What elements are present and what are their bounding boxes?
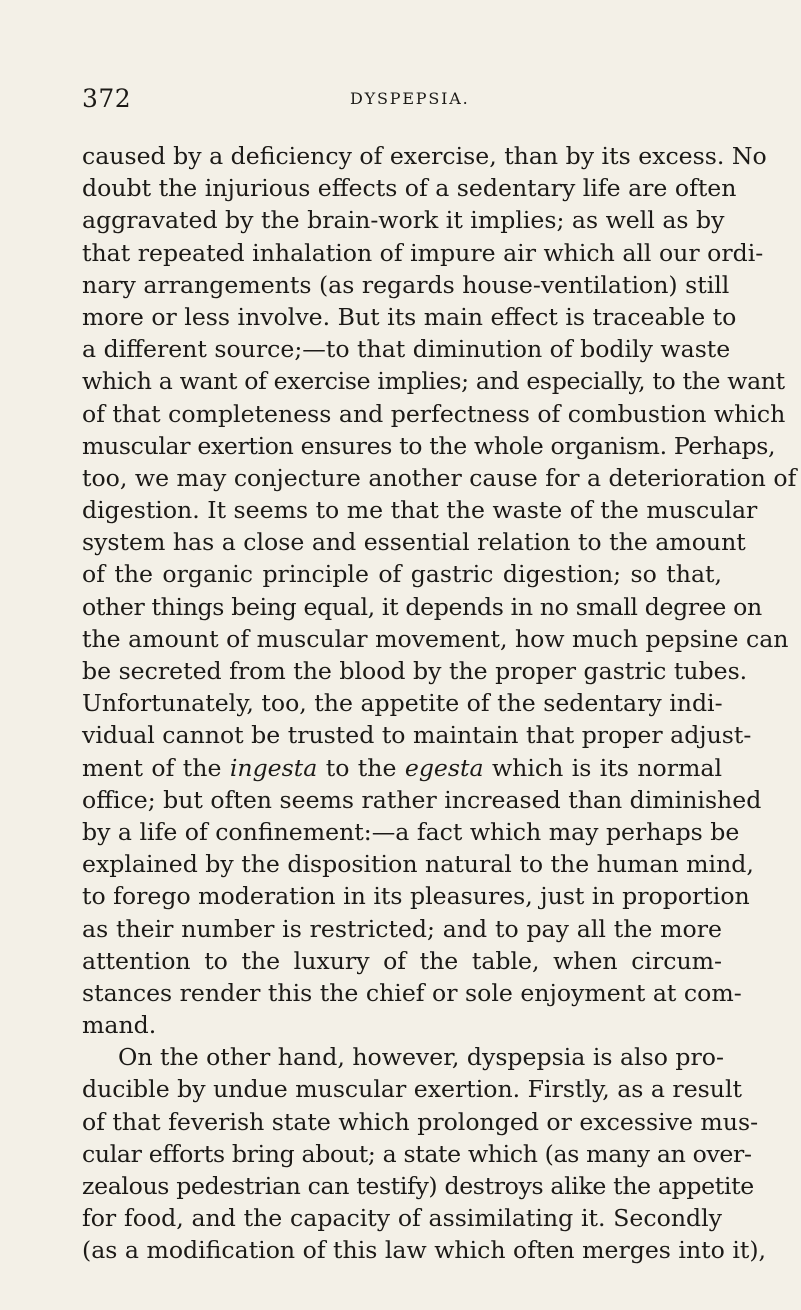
text-line: by a life of confinement:—a fact which may perhaps be [82, 817, 740, 846]
text-line: to forego moderation in its pleasures, just in proportion [82, 882, 750, 911]
text-line: caused by a deficiency of exercise, than by its excess. No [82, 142, 767, 170]
page-header [82, 82, 722, 116]
running-head: DYSPEPSIA. [350, 89, 470, 108]
text-line: Unfortunately, too, the appetite of the sedentary indi- [82, 689, 723, 718]
text-line: of that completeness and perfectness of combustion which [82, 399, 786, 428]
text-line: On the other hand, however, dyspepsia is also pro- [118, 1043, 724, 1072]
text-line: cular efforts bring about; a state which (as many an over- [82, 1139, 752, 1168]
text-line: for food, and the capacity of assimilating it. Secondly [82, 1204, 722, 1233]
text-line: digestion. It seems to me that the waste of the muscular [82, 496, 758, 525]
text-line: ducible by undue muscular exertion. Firstly, as a result [82, 1075, 743, 1104]
text-line: vidual cannot be trusted to maintain that proper adjust- [82, 721, 752, 750]
text-line: ment of the ingesta to the egesta which is its normal [82, 753, 722, 782]
text-line: explained by the disposition natural to the human mind, [82, 850, 754, 879]
body-text [82, 140, 797, 1267]
text-line: other things being equal, it depends in no small degree on [82, 592, 762, 621]
text-line: office; but often seems rather increased than diminished [82, 785, 762, 814]
text-line: (as a modification of this law which often merges into it), [82, 1236, 767, 1265]
text-line: the amount of muscular movement, how much pepsine can [82, 624, 789, 653]
text-line: a different source;—to that diminution of bodily waste [82, 335, 731, 364]
text-line: of that feverish state which prolonged or excessive mus- [82, 1107, 759, 1136]
text-line: that repeated inhalation of impure air which all our ordi- [82, 238, 764, 267]
text-line: mand. [82, 1011, 157, 1040]
text-line: be secreted from the blood by the proper gastric tubes. [82, 657, 748, 685]
text-line: of the organic principle of gastric digestion; so that, [82, 560, 722, 589]
text-line: which a want of exercise implies; and especially, to the want [82, 367, 785, 396]
page-number: 372 [82, 84, 132, 113]
text-line: zealous pedestrian can testify) destroys alike the appetite [82, 1172, 754, 1200]
text-line: attention to the luxury of the table, when circum- [82, 946, 722, 975]
text-line: stances render this the chief or sole enjoyment at com- [82, 978, 742, 1007]
text-line: too, we may conjecture another cause for a deterioration of [82, 463, 797, 492]
text-line: more or less involve. But its main effect is traceable to [82, 302, 737, 331]
text-line: system has a close and essential relation to the amount [82, 528, 746, 557]
text-line: nary arrangements (as regards house-ventilation) still [82, 270, 730, 299]
text-line: as their number is restricted; and to pay all the more [82, 914, 722, 943]
text-line: doubt the injurious effects of a sedentary life are often [82, 174, 737, 203]
text-line: aggravated by the brain-work it implies; as well as by [82, 206, 725, 235]
text-line: muscular exertion ensures to the whole organism. Perhaps, [82, 431, 776, 460]
